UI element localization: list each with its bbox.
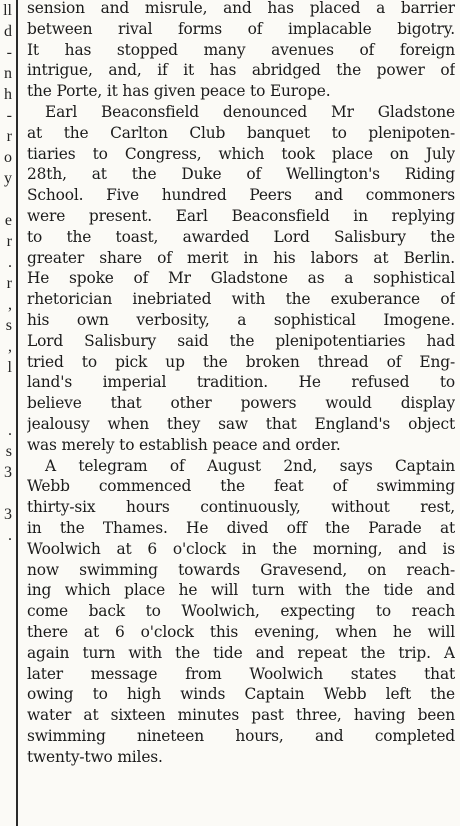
margin-fragment [0, 378, 14, 399]
text-line: again turn with the tide and repeat the trip. A [27, 643, 455, 662]
paragraph-beaconsfield-banquet [27, 102, 455, 456]
margin-fragment [0, 693, 14, 714]
text-line: greater share of merit in his labors at Berlin. [27, 248, 455, 267]
text-line: there at 6 o'clock this evening, when he will [27, 622, 455, 641]
margin-fragment: r [6, 128, 12, 145]
text-line: owing to high winds Captain Webb left the [27, 685, 455, 704]
margin-fragment: y [4, 170, 12, 187]
margin-fragment [0, 630, 14, 651]
margin-fragment [0, 588, 14, 609]
text-line: later message from Woolwich states that [27, 664, 455, 683]
text-line: between rival forms of implacable bigotry. [27, 19, 455, 38]
margin-fragment: s [5, 443, 12, 460]
margin-fragment: s [5, 317, 12, 334]
margin-fragment [0, 399, 14, 420]
margin-fragment: l [7, 359, 12, 376]
text-line: rhetorician inebriated with the exuberance of [27, 290, 455, 309]
text-line: the Porte, it has given peace to Europe. [27, 82, 331, 101]
text-line: Lord Salisbury said the plenipotentiaries had [27, 331, 455, 350]
margin-fragment: n [4, 65, 12, 82]
margin-fragment: d [4, 23, 12, 40]
margin-fragment: 3 [4, 464, 12, 481]
margin-fragment [0, 609, 14, 630]
margin-fragment [0, 735, 14, 756]
margin-fragment: , [8, 296, 12, 313]
margin-fragment: - [6, 44, 12, 61]
text-line: at the Carlton Club banquet to plenipoten- [27, 123, 455, 142]
margin-fragment [0, 546, 14, 567]
margin-fragment [0, 714, 14, 735]
text-line: Woolwich at 6 o'clock in the morning, and is [27, 539, 455, 558]
text-line: swimming nineteen hours, and completed [27, 726, 455, 745]
margin-fragment: o [4, 149, 12, 166]
margin-fragment: . [8, 527, 12, 544]
text-line: It has stopped many avenues of foreign [27, 40, 455, 59]
margin-fragment: 3 [4, 506, 12, 523]
text-line: land's imperial tradition. He refused to [27, 373, 455, 392]
column-rule [16, 0, 18, 826]
text-line: twenty-two miles. [27, 747, 163, 766]
text-line: believe that other powers would display [27, 394, 455, 413]
text-line: tiaries to Congress, which took place on July [27, 144, 455, 163]
text-line: in the Thames. He dived off the Parade at [27, 518, 455, 537]
text-line: tried to pick up the broken thread of Eng- [27, 352, 455, 371]
text-line: He spoke of Mr Gladstone as a sophistical [27, 269, 455, 288]
margin-fragment: . [8, 254, 12, 271]
margin-fragment: h [4, 86, 12, 103]
text-line: were present. Earl Beaconsfield in replying [27, 206, 455, 225]
text-line: thirty-six hours continuously, without rest, [27, 498, 455, 517]
text-line: was merely to establish peace and order. [27, 435, 341, 454]
text-line: School. Five hundred Peers and commoners [27, 186, 455, 205]
margin-fragment: . [8, 422, 12, 439]
margin-fragment [0, 672, 14, 693]
text-line: sension and misrule, and has placed a barrier [27, 0, 455, 17]
margin-fragment: , [8, 338, 12, 355]
margin-fragment: r [6, 233, 12, 250]
paragraph-treaty-conclusion [27, 0, 455, 102]
margin-fragment: r [6, 275, 12, 292]
adjacent-column-fragments [0, 0, 14, 826]
text-line: Webb commenced the feat of swimming [27, 477, 455, 496]
text-line: to the toast, awarded Lord Salisbury the [27, 227, 455, 246]
text-line: jealousy when they saw that England's object [27, 414, 455, 433]
article-column [27, 0, 455, 767]
margin-fragment [0, 777, 14, 798]
text-line: 28th, at the Duke of Wellington's Riding [27, 165, 455, 184]
margin-fragment [0, 651, 14, 672]
margin-fragment: - [6, 107, 12, 124]
text-line: Earl Beaconsfield denounced Mr Gladstone [45, 102, 455, 121]
margin-fragment [0, 798, 14, 819]
margin-fragment [0, 483, 14, 504]
text-line: A telegram of August 2nd, says Captain [45, 456, 455, 475]
text-line: now swimming towards Gravesend, on reach- [27, 560, 455, 579]
margin-fragment: ll [3, 2, 12, 19]
margin-fragment: e [4, 212, 12, 229]
text-line: come back to Woolwich, expecting to reach [27, 602, 455, 621]
text-line: ing which place he will turn with the tide and [27, 581, 455, 600]
margin-fragment [0, 189, 14, 210]
margin-fragment [0, 567, 14, 588]
text-line: his own verbosity, a sophistical Imogene. [27, 310, 455, 329]
text-line: intrigue, and, if it has abridged the power of [27, 61, 455, 80]
margin-fragment [0, 756, 14, 777]
text-line: water at sixteen minutes past three, having been [27, 706, 455, 725]
paragraph-captain-webb [27, 456, 455, 768]
